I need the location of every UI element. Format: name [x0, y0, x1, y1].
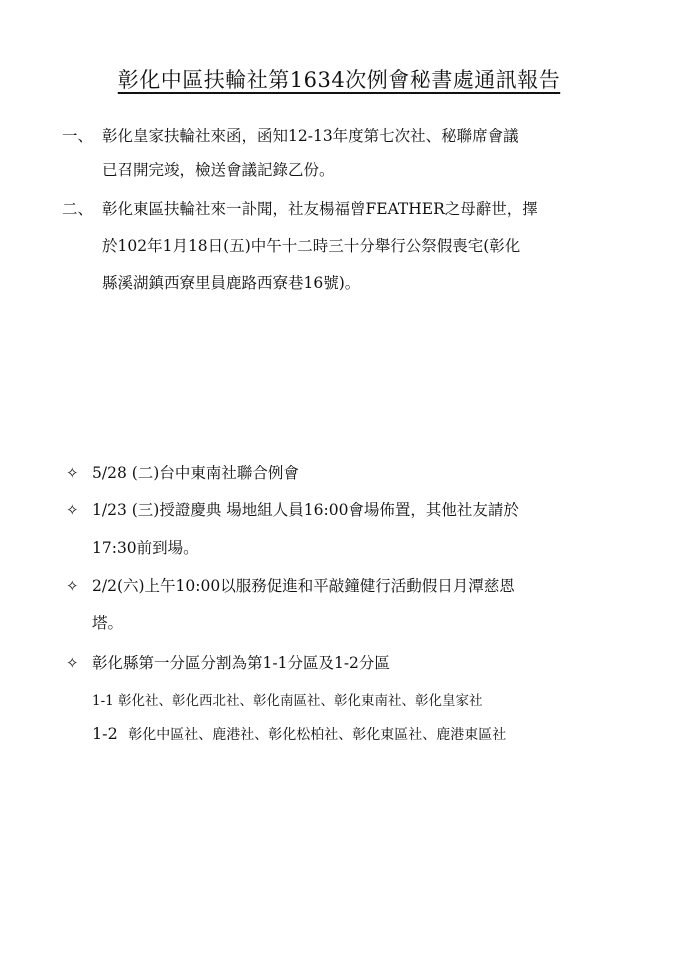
sparkle-bullet-icon: ✧ — [66, 501, 79, 519]
item-line: 彰化皇家扶輪社來函，函知12-13年度第七次社、秘聯席會議 — [102, 127, 519, 145]
bullet-item-4 — [66, 651, 390, 673]
bullet-text: 彰化縣第一分區分割為第1-1分區及1-2分區 — [92, 654, 390, 672]
item-line: 已召開完竣，檢送會議記錄乙份。 — [102, 161, 335, 179]
bullet-continuation: 塔。 — [92, 614, 124, 632]
item-line: 彰化東區扶輪社來一訃聞，社友楊福曾FEATHER之母辭世，擇 — [102, 200, 538, 218]
bullet-text: 1/23 (三)授證慶典 場地組人員16:00會場佈置，其他社友請於 — [92, 501, 519, 519]
subdivision-1-1 — [92, 689, 483, 709]
sparkle-bullet-icon: ✧ — [66, 654, 79, 672]
subdivision-1-2 — [92, 724, 506, 744]
subdivision-clubs: 彰化社、彰化西北社、彰化南區社、彰化東南社、彰化皇家社 — [118, 693, 483, 709]
item-number: 一、 — [62, 127, 94, 145]
item-line: 於102年1月18日(五)中午十二時三十分舉行公祭假喪宅(彰化 — [102, 237, 521, 255]
subdivision-clubs: 彰化中區社、鹿港社、彰化松柏社、彰化東區社、鹿港東區社 — [128, 727, 507, 743]
subdivision-code: 1-1 — [92, 693, 114, 709]
subdivision-code: 1-2 — [92, 724, 118, 743]
item-line: 縣溪湖鎮西寮里員鹿路西寮巷16號)。 — [102, 274, 361, 292]
item-number: 二、 — [62, 200, 94, 218]
bullet-item-2 — [66, 498, 519, 520]
bullet-continuation: 17:30前到場。 — [92, 539, 199, 557]
bullet-text: 2/2(六)上午10:00以服務促進和平敲鐘健行活動假日月潭慈恩 — [92, 577, 515, 595]
page-title: 彰化中區扶輪社第1634次例會秘書處通訊報告 — [117, 68, 561, 92]
bullet-item-1 — [66, 461, 299, 483]
bullet-item-3 — [66, 574, 515, 596]
bullet-text: 5/28 (二)台中東南社聯合例會 — [92, 464, 299, 482]
sparkle-bullet-icon: ✧ — [66, 577, 79, 595]
sparkle-bullet-icon: ✧ — [66, 464, 79, 482]
